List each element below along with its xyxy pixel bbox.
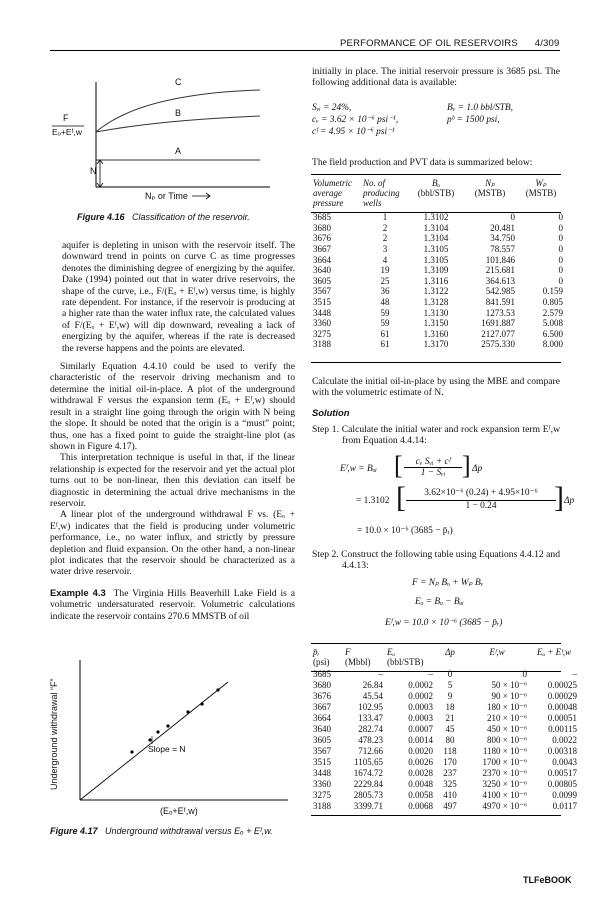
t2-cell: 3664 [313, 713, 331, 724]
t1-cell: 3275 [313, 328, 331, 339]
t1-cell: 2.579 [542, 307, 563, 318]
step-2: Step 2. Construct the following table using Equations 4.4.12 and 4.4.13: [312, 549, 560, 572]
t1-cell: 3676 [313, 233, 331, 244]
t1-cell: 1.3105 [423, 254, 449, 265]
given-data [312, 102, 560, 138]
t1-cell: 4 [382, 254, 388, 265]
t2-cell: – [378, 669, 383, 680]
t2-cell: 0.0022 [552, 735, 577, 746]
t1-cell: 1.3109 [423, 265, 449, 276]
t1-cell: 215.681 [485, 265, 515, 276]
fig417-data-point [156, 730, 159, 733]
t1-cell: 1.3128 [423, 297, 449, 308]
t1-cell: 25 [380, 275, 390, 286]
t2-cell: 1700 × 10⁻⁶ [482, 756, 527, 767]
t2-cell: 0.0026 [408, 757, 433, 768]
t2-cell: 5 [447, 680, 453, 691]
data-cw: cᵥ = 3.62 × 10⁻⁶ psi⁻¹, [312, 115, 399, 125]
t2-row [311, 768, 579, 779]
paragraph-2: Similarly Equation 4.4.10 could be used to verify the characteristic of the reservoir driving mechanism and to determine the initial oil-in-place. A plot of the underground withdrawal F versus the expansion term (Eₒ + Eᶠ,w) should result in a straight line going through the origin with N being the slope. It should be noted that the origin is a “must” point; thus, one has a fixed point to guide the straight-line plot (as shown in Figure 4.17). [50, 361, 295, 452]
t2-cell: 4970 × 10⁻⁶ [482, 800, 527, 811]
running-header [340, 38, 560, 49]
eq1-numerator: cᵥ Sᵥᵢ + cᶠ [415, 457, 451, 467]
t1-cell: 1.3105 [423, 244, 449, 255]
t2-cell: 0.00115 [548, 724, 577, 735]
t1-cell: 19 [380, 265, 390, 276]
example-text: The Virginia Hills Beaverhill Lake Field is a volumetric undersaturated reservoir. Volumetric calculations indicate the reservoir contains 270.6 MMSTB of oil [50, 587, 296, 622]
t2-cell: 3399.71 [353, 801, 383, 812]
t2-h-eo: Eₒ (bbl/STB) [387, 647, 424, 667]
t1-cell: 2575.330 [481, 339, 515, 350]
t1-row [311, 254, 565, 265]
t2-cell: 118 [443, 746, 457, 757]
t1-h-pressure: Volumetric average pressure [313, 178, 352, 208]
table1-header-rule [311, 212, 561, 213]
header-rule [50, 50, 560, 51]
t1-row [311, 223, 565, 234]
t1-cell: 36 [380, 286, 390, 297]
t2-cell: 3685 [313, 669, 331, 680]
t1-row [311, 244, 565, 255]
t2-cell: 3676 [313, 691, 331, 702]
eq2-numerator: 3.62×10⁻⁶ (0.24) + 4.95×10⁻⁶ [424, 488, 538, 498]
t1-cell: 78.557 [490, 244, 515, 255]
data-cf: cᶠ = 4.95 × 10⁻⁶ psi⁻¹ [312, 127, 395, 137]
t1-row [311, 329, 565, 340]
t2-cell: 0.0002 [408, 680, 433, 691]
t2-cell: 478.23 [358, 735, 383, 746]
header-title: PERFORMANCE OF OIL RESERVOIRS [340, 38, 518, 49]
figure-4-17-caption [50, 826, 273, 836]
t1-cell: 1.3104 [423, 233, 449, 244]
t2-cell: 18 [445, 702, 455, 713]
t2-row [311, 779, 579, 790]
t1-cell: 1.3104 [423, 222, 449, 233]
t1-row [311, 233, 565, 244]
t1-row [311, 307, 565, 318]
t1-cell: 3 [382, 244, 388, 255]
t2-cell: 0.00029 [547, 691, 577, 702]
fig417-data-point [200, 702, 203, 705]
equation-result: = 10.0 × 10⁻⁶ (3685 − p̄ᵣ) [357, 526, 453, 536]
paragraph-3: This interpretation technique is useful in that, if the linear relationship is expected for the reservoir and yet the actual plot turns out to be non-linear, then this deviation can itself be diagnostic in determining the actual drive mechanisms in the reservoir. [50, 452, 295, 509]
t2-cell: 0.0003 [408, 702, 433, 713]
fig417-caption-num: Figure 4.17 [50, 826, 98, 836]
table1-body [311, 212, 565, 350]
t1-cell: 841.591 [485, 297, 515, 308]
figure-4-17 [50, 652, 290, 824]
t2-cell: 0.0099 [552, 790, 577, 801]
curve-label-a: A [175, 146, 182, 156]
table2-top-rule [311, 643, 561, 644]
t1-cell: 3685 [313, 212, 331, 223]
t1-row [311, 339, 565, 350]
t1-cell: 0 [558, 233, 563, 244]
paragraph-4: A linear plot of the underground withdrawal F vs. (Eₒ + Eᶠ,w) indicates that the field is producing under volumetric performance, i.e., no water influx, and strictly by pressure depletion and fluid expansion. On the other hand, a non-linear plot indicates that the reservoir should be characterized as a water drive reservoir. [50, 509, 295, 578]
t1-h-wp: Wₚ (MSTB) [525, 178, 557, 198]
eq1-lhs: Eᶠ,w = Bₒᵢ [340, 464, 377, 474]
t1-cell: 1691.887 [481, 318, 515, 329]
t1-cell: 1.3150 [423, 318, 449, 329]
t1-cell: 101.846 [485, 254, 515, 265]
t1-row [311, 276, 565, 287]
t2-cell: 0 [447, 669, 453, 680]
t1-cell: 34.750 [490, 233, 515, 244]
fig416-y-label-f: F [63, 113, 69, 123]
t1-cell: 59 [380, 318, 390, 329]
footer-watermark: TLFeBOOK [523, 875, 572, 885]
t1-cell: 61 [380, 328, 390, 339]
step-1: Step 1. Calculate the initial water and rock expansion term Eᶠ,w from Equation 4.4.14: [312, 424, 560, 447]
t2-cell: 3188 [313, 801, 331, 812]
t2-cell: 26.84 [362, 680, 383, 691]
t2-cell: – [572, 669, 577, 680]
t2-cell: 3275 [313, 790, 331, 801]
t2-cell: 0.00805 [547, 779, 577, 790]
t1-cell: 3605 [313, 275, 331, 286]
t2-cell: 45.54 [362, 691, 383, 702]
t2-cell: 497 [443, 801, 457, 812]
t2-cell: 90 × 10⁻⁶ [491, 690, 527, 701]
fig416-caption-text: Classification of the reservoir. [132, 212, 250, 222]
fig416-curve-b [96, 116, 260, 132]
t2-cell: 180 × 10⁻⁶ [487, 701, 527, 712]
t1-cell: 0.805 [542, 297, 563, 308]
t1-cell: 1.3130 [423, 307, 449, 318]
t1-cell: 59 [380, 307, 390, 318]
t1-cell: 3515 [313, 297, 331, 308]
t1-cell: 1.3160 [423, 328, 449, 339]
t1-row [311, 318, 565, 329]
t2-cell: 210 × 10⁻⁶ [487, 712, 527, 723]
t2-h-pr: p̄ᵣ (psi) [313, 647, 330, 667]
eq1-bracket-l: [ [394, 451, 403, 480]
t2-cell: 4100 × 10⁻⁶ [482, 789, 527, 800]
t2-cell: 237 [443, 768, 457, 779]
t1-cell: 6.500 [542, 328, 563, 339]
t2-cell: 0.00025 [547, 680, 577, 691]
table1-top-rule [311, 174, 561, 175]
t1-cell: 1 [382, 212, 388, 223]
eq1-tail: Δp [472, 464, 483, 474]
t1-h-wells: No. of producing wells [363, 178, 400, 208]
t1-cell: 0 [510, 212, 515, 223]
t2-cell: 21 [445, 713, 455, 724]
t2-cell: 0.0002 [408, 691, 433, 702]
t2-row [311, 790, 579, 801]
t1-row [311, 286, 565, 297]
t2-cell: 133.47 [358, 713, 383, 724]
t1-cell: 20.481 [490, 222, 515, 233]
t2-cell: 3360 [313, 779, 331, 790]
fig417-data-point [186, 710, 189, 713]
t2-cell: 3250 × 10⁻⁶ [482, 778, 527, 789]
t2-cell: 0.0117 [552, 801, 577, 812]
table2-bottom-rule [311, 815, 561, 816]
t1-cell: 3664 [313, 254, 331, 265]
t1-cell: 3567 [313, 286, 331, 297]
t2-cell: 0.0007 [408, 724, 433, 735]
t1-cell: 1.3170 [423, 339, 449, 350]
t2-cell: 450 × 10⁻⁶ [487, 723, 527, 734]
eq1-bracket-r: ] [462, 451, 471, 480]
fig417-slope-label: Slope = N [148, 744, 186, 754]
table2-body [311, 669, 579, 812]
t2-cell: 2370 × 10⁻⁶ [482, 767, 527, 778]
eq2-denominator: 1 − 0.24 [406, 500, 556, 511]
t2-cell: 2229.84 [353, 779, 383, 790]
t2-cell: 102.95 [358, 702, 383, 713]
t2-cell: 0.0014 [408, 735, 433, 746]
t2-cell: 1105.65 [354, 757, 383, 768]
t1-cell: 364.613 [485, 275, 515, 286]
fig417-caption-text: Underground withdrawal versus Eₒ + Eᶠ,w. [105, 826, 273, 836]
t2-cell: – [428, 669, 433, 680]
t2-h-sum: Eₒ + Eᶠ,w [537, 647, 571, 657]
t2-cell: 3515 [313, 757, 331, 768]
t2-cell: 3667 [313, 702, 331, 713]
t2-cell: 3567 [313, 746, 331, 757]
t2-h-dp: Δp [445, 647, 455, 657]
left-column-text [50, 240, 295, 622]
t1-cell: 2127.077 [481, 328, 515, 339]
t2-cell: 0.00517 [547, 768, 577, 779]
eq2-lhs: = 1.3102 [356, 496, 390, 506]
fig417-y-label: Underground withdrawal “F” [49, 678, 59, 790]
t1-cell: 1.3122 [423, 286, 449, 297]
t2-cell: 0.0068 [408, 801, 433, 812]
t1-h-np: Nₚ (MSTB) [474, 178, 506, 198]
t2-cell: 50 × 10⁻⁶ [491, 679, 527, 690]
t2-cell: 712.66 [358, 746, 383, 757]
fig417-data-point [130, 750, 133, 753]
fig417-fit-line [80, 682, 228, 800]
t1-cell: 1.3102 [423, 212, 449, 223]
curve-label-b: B [175, 108, 182, 118]
t2-cell: 0.0043 [552, 757, 577, 768]
t1-row [311, 297, 565, 308]
t2-h-f: F (Mbbl) [345, 647, 371, 667]
eq1-fraction [404, 457, 462, 478]
fig417-data-point [216, 688, 219, 691]
calc-instruction: Calculate the initial oil-in-place by using the MBE and compare with the volumetric estimate of N. [312, 376, 560, 399]
t1-cell: 3667 [313, 244, 331, 255]
t1-cell: 1.3116 [423, 275, 449, 286]
fig416-y-label-e: Eₒ+Eᶠ,w [52, 127, 82, 137]
t2-row [311, 801, 579, 812]
t2-cell: 0 [522, 669, 527, 680]
t2-row [311, 757, 579, 768]
t1-cell: 1273.53 [485, 307, 515, 318]
t1-cell: 3188 [313, 339, 331, 350]
t2-cell: 45 [445, 724, 455, 735]
paragraph-1: aquifer is depleting in unison with the reservoir itself. The downward trend in points on curve C as time progresses denotes the diminishing degree of energizing by the aquifer. Dake (1994) pointed out that in water drive reservoirs, the shape of the curve, i.e., F/(Eₒ + Eᶠ,w) versus time, is highly rate dependent. For instance, if the reservoir is producing at a higher rate than the water influx rate, the calculated values of F/(Eₒ + Eᶠ,w) will dip downward, revealing a lack of energizing by the aquifer, whereas if the rate is decreased the reverse happens and the points are elevated. [62, 240, 295, 354]
t1-cell: 0 [558, 265, 563, 276]
fig417-data-point [166, 724, 169, 727]
t2-cell: 3448 [313, 768, 331, 779]
t2-cell: 0.0028 [408, 768, 433, 779]
t1-cell: 61 [380, 339, 390, 350]
t1-cell: 0 [558, 244, 563, 255]
t1-cell: 2 [382, 233, 388, 244]
t2-row [311, 713, 579, 724]
t1-cell: 8.000 [542, 339, 563, 350]
t2-cell: 3680 [313, 680, 331, 691]
t2-cell: 2805.73 [353, 790, 383, 801]
t1-cell: 542.985 [485, 286, 515, 297]
fig417-data-point [148, 738, 151, 741]
equation-efw: Eᶠ,w = 10.0 × 10⁻⁶ (3685 − p̄ᵣ) [385, 618, 503, 628]
curve-label-c: C [175, 77, 182, 87]
t1-cell: 0 [558, 212, 563, 223]
t1-row [311, 265, 565, 276]
figure-4-16-caption [77, 212, 250, 222]
eq2-bracket-r: ] [554, 481, 564, 514]
eq2-bracket-l: [ [396, 481, 406, 514]
right-column-intro [312, 66, 560, 89]
data-bw: Bᵥ = 1.0 bbl/STB, [447, 103, 513, 113]
t1-cell: 48 [380, 297, 390, 308]
t2-cell: 80 [445, 735, 455, 746]
t1-cell: 0.159 [542, 286, 563, 297]
t2-cell: 0.0058 [408, 790, 433, 801]
production-table [311, 178, 565, 350]
intro-text: initially in place. The initial reservoir pressure is 3685 psi. The following additional data is available: [312, 66, 560, 89]
t1-cell: 2 [382, 222, 388, 233]
equation-eo: Eₒ = Bₒ − Bₒᵢ [415, 597, 464, 607]
t2-row [311, 691, 579, 702]
t2-cell: 0.00051 [547, 713, 577, 724]
t1-cell: 3640 [313, 265, 331, 276]
field-intro: The field production and PVT data is summarized below: [312, 157, 533, 168]
t1-cell: 0 [558, 254, 563, 265]
t2-cell: 0.00318 [547, 746, 577, 757]
data-swi: Sᵥᵢ = 24%, [312, 103, 352, 113]
eq2-fraction [406, 487, 556, 511]
t2-cell: 1180 × 10⁻⁶ [482, 745, 527, 756]
fig416-x-label: Nₚ or Time [145, 191, 188, 201]
t2-h-efw: Eᶠ,w [489, 647, 505, 657]
table1-bottom-rule [311, 362, 561, 363]
t1-row [311, 212, 565, 223]
t2-row [311, 680, 579, 691]
data-pb: pᵇ = 1500 psi, [447, 115, 500, 125]
t2-cell: 410 [443, 790, 457, 801]
t2-cell: 1674.72 [353, 768, 383, 779]
eq1-denominator: 1 − Sᵥᵢ [404, 467, 462, 478]
example-label: Example 4.3 [50, 586, 106, 598]
t1-cell: 0 [558, 222, 563, 233]
t2-cell: 170 [443, 757, 457, 768]
t1-h-bo: Bₒ (bbl/STB) [417, 178, 455, 198]
solution-heading: Solution [312, 407, 350, 418]
eq2-tail: Δp [564, 496, 575, 506]
t2-cell: 282.74 [358, 724, 383, 735]
t1-cell: 3680 [313, 222, 331, 233]
fig416-n-label: N [90, 166, 97, 176]
t2-cell: 3640 [313, 724, 331, 735]
t2-cell: 0.00048 [547, 702, 577, 713]
t2-cell: 9 [447, 691, 453, 702]
t1-cell: 5.008 [542, 318, 563, 329]
t2-row [311, 702, 579, 713]
t2-row [311, 746, 579, 757]
fig417-x-label: (Eₒ+Eᶠ,w) [160, 806, 198, 816]
page-number: 4/309 [534, 38, 560, 49]
t1-cell: 3448 [313, 307, 331, 318]
t2-cell: 800 × 10⁻⁶ [487, 734, 527, 745]
t1-cell: 0 [558, 275, 563, 286]
t2-cell: 0.0003 [408, 713, 433, 724]
t2-cell: 0.0048 [408, 779, 433, 790]
example-4-3 [50, 587, 295, 622]
equation-f: F = Nₚ Bₒ + Wₚ Bᵥ [412, 578, 484, 588]
t2-row [311, 724, 579, 735]
t2-cell: 325 [443, 779, 457, 790]
t2-cell: 3605 [313, 735, 331, 746]
t2-row [311, 735, 579, 746]
table2-header-rule [311, 671, 561, 672]
fig416-caption-num: Figure 4.16 [77, 212, 125, 222]
t1-cell: 3360 [313, 318, 331, 329]
t2-cell: 0.0020 [408, 746, 433, 757]
